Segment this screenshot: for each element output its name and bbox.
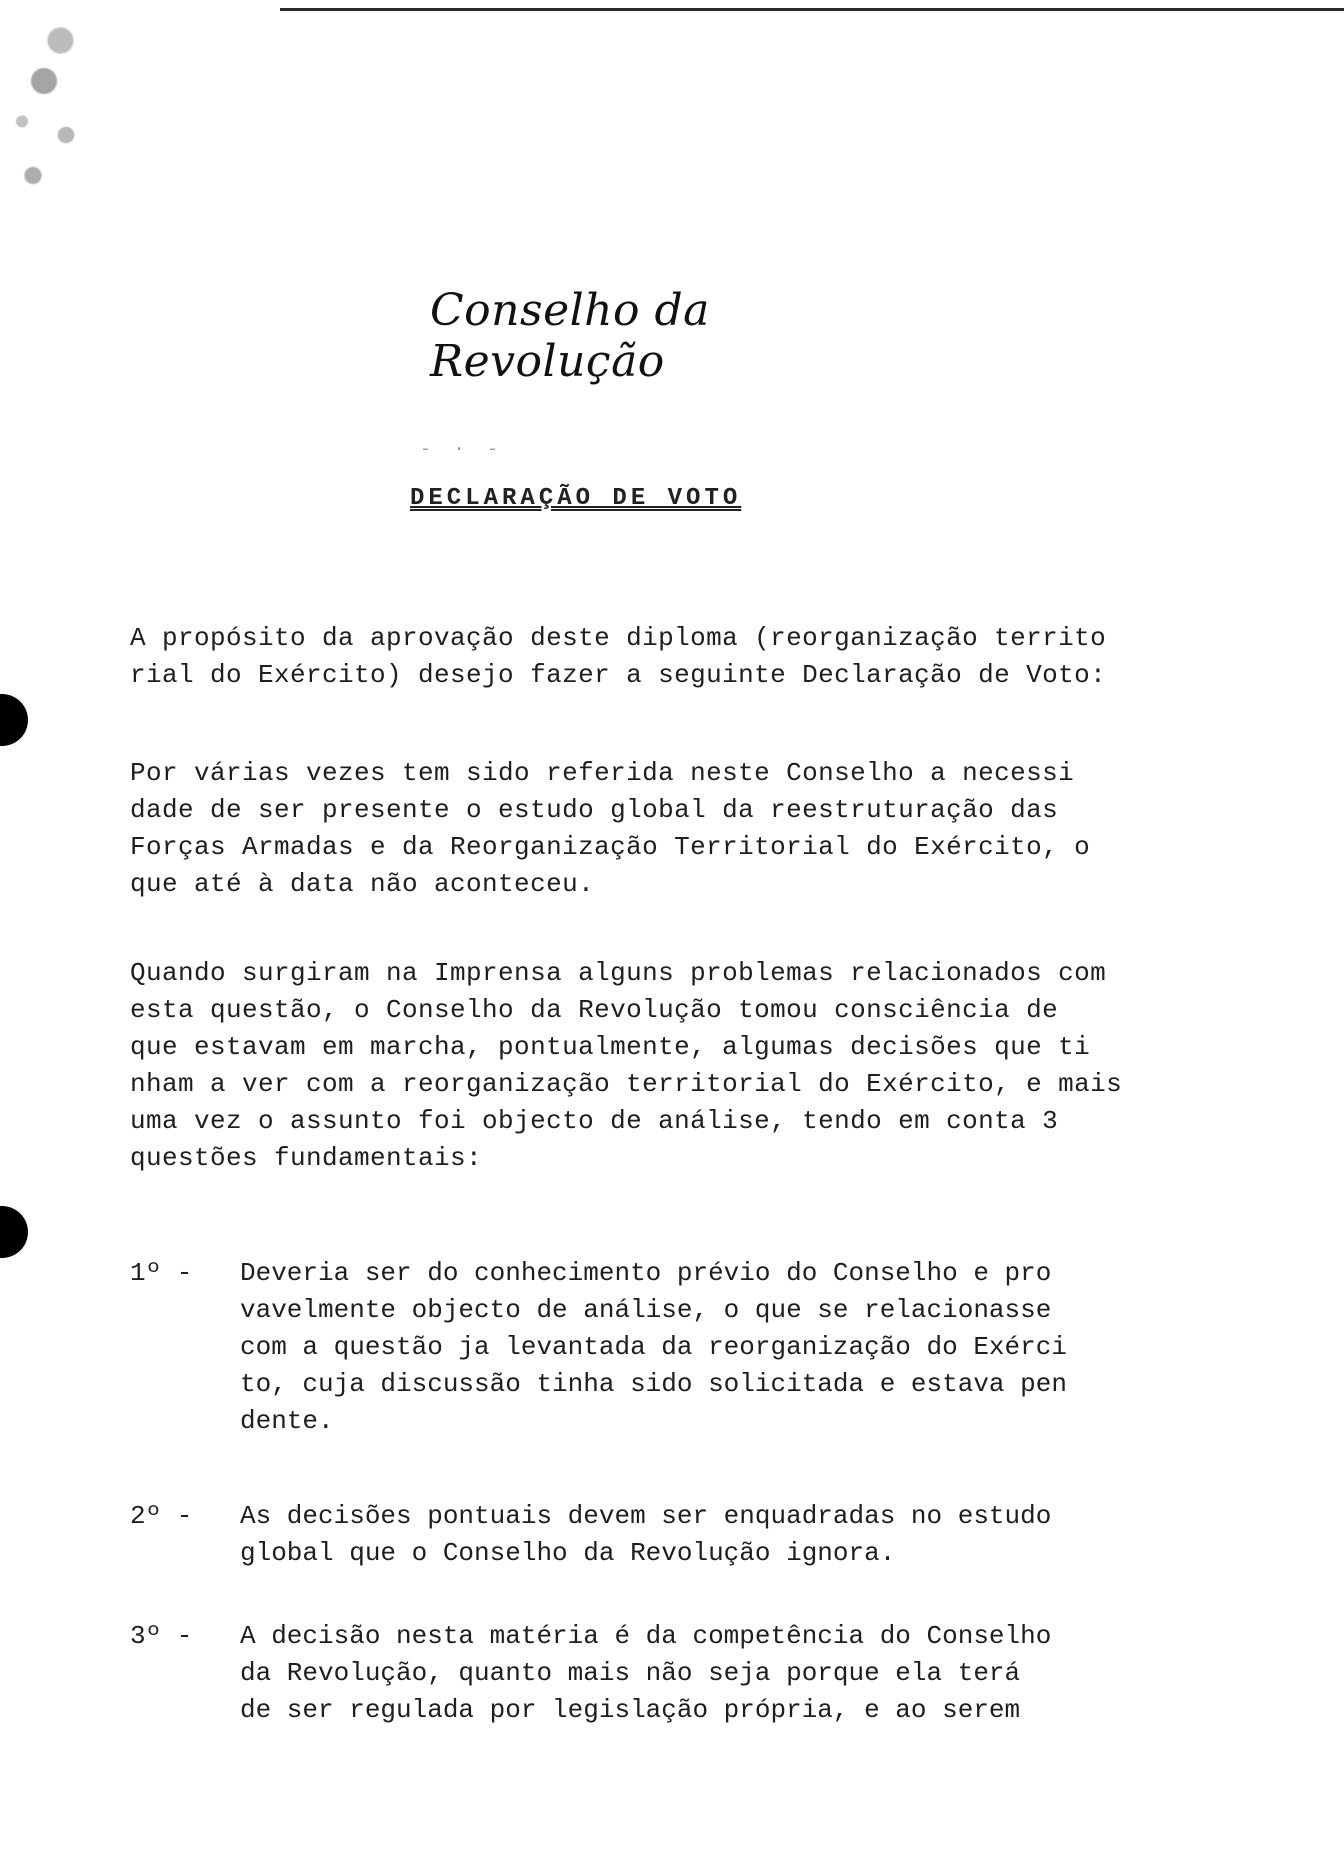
- text-line: Deveria ser do conhecimento prévio do Conselho e pro: [240, 1258, 1052, 1288]
- top-border-line: [280, 8, 1344, 11]
- item-text: [240, 1498, 1140, 1572]
- text-line: rial do Exército) desejo fazer a seguinte Declaração de Voto:: [130, 660, 1107, 690]
- text-line: A propósito da aprovação deste diploma (reorganização territo: [130, 623, 1107, 653]
- text-line: vavelmente objecto de análise, o que se relacionasse: [240, 1295, 1052, 1325]
- faint-smudge: - · -: [420, 440, 505, 460]
- punch-hole-top: [0, 694, 28, 746]
- text-line: da Revolução, quanto mais não seja porque ela terá: [240, 1658, 1021, 1688]
- item-number: 3º -: [130, 1621, 193, 1651]
- text-line: to, cuja discussão tinha sido solicitada e estava pen: [240, 1369, 1067, 1399]
- text-line: questões fundamentais:: [130, 1143, 483, 1173]
- item-number: 1º -: [130, 1258, 193, 1288]
- text-line: Por várias vezes tem sido referida neste Conselho a necessi: [130, 758, 1075, 788]
- text-line: que até à data não aconteceu.: [130, 869, 595, 899]
- text-line: Forças Armadas e da Reorganização Territorial do Exército, o: [130, 832, 1091, 862]
- paragraph-1: [130, 755, 1140, 903]
- text-line: A decisão nesta matéria é da competência do Conselho: [240, 1621, 1052, 1651]
- punch-hole-bottom: [0, 1206, 28, 1258]
- text-line: uma vez o assunto foi objecto de análise, tendo em conta 3: [130, 1106, 1059, 1136]
- text-line: Quando surgiram na Imprensa alguns problemas relacionados com: [130, 958, 1107, 988]
- text-line: de ser regulada por legislação própria, e ao serem: [240, 1695, 1021, 1725]
- item-number: 2º -: [130, 1501, 193, 1531]
- item-text: [240, 1255, 1140, 1440]
- paragraph-2: [130, 955, 1140, 1177]
- text-line: com a questão ja levantada da reorganização do Exérci: [240, 1332, 1067, 1362]
- text-line: global que o Conselho da Revolução ignora.: [240, 1538, 896, 1568]
- text-line: nham a ver com a reorganização territorial do Exército, e mais: [130, 1069, 1123, 1099]
- document-heading: DECLARAÇÃO DE VOTO: [410, 485, 742, 512]
- text-line: esta questão, o Conselho da Revolução tomou consciência de: [130, 995, 1059, 1025]
- letterhead: Conselho da Revolução: [430, 285, 710, 387]
- scan-speckle: [0, 0, 110, 270]
- text-line: dade de ser presente o estudo global da reestruturação das: [130, 795, 1059, 825]
- text-line: As decisões pontuais devem ser enquadradas no estudo: [240, 1501, 1052, 1531]
- intro-paragraph: [130, 620, 1140, 694]
- item-text: [240, 1618, 1140, 1729]
- text-line: dente.: [240, 1406, 334, 1436]
- text-line: que estavam em marcha, pontualmente, algumas decisões que ti: [130, 1032, 1091, 1062]
